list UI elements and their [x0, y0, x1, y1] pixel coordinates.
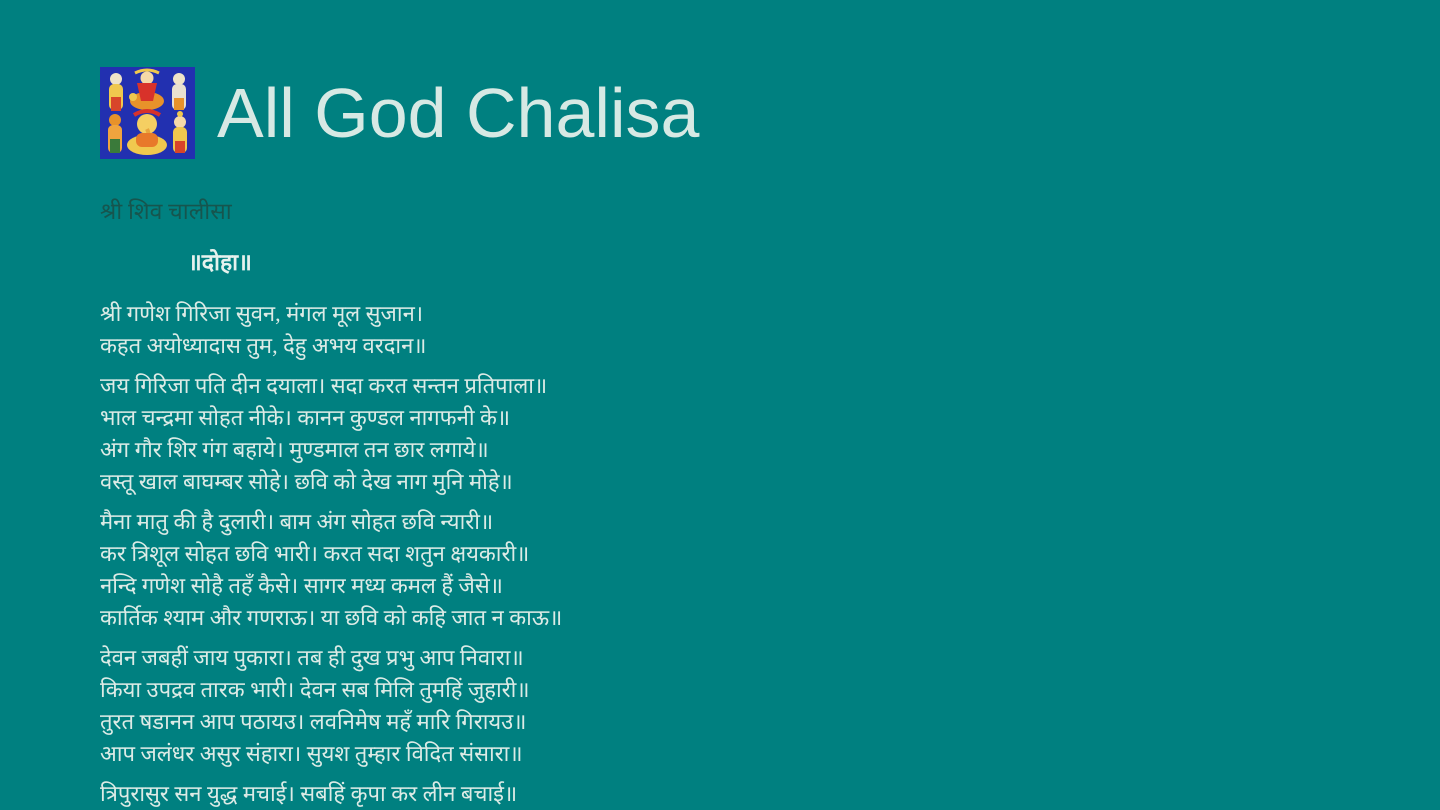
verse-line: तुरत षडानन आप पठायउ। लवनिमेष महँ मारि गिरायउ॥: [100, 709, 527, 734]
app-title: All God Chalisa: [217, 74, 700, 152]
chalisa-scroll-region[interactable]: [100, 198, 860, 806]
verse-line: कार्तिक श्याम और गणराऊ। या छवि को कहि जात न काऊ॥: [100, 605, 563, 630]
verse-line: मैना मातु की है दुलारी। बाम अंग सोहत छवि न्यारी॥: [100, 509, 494, 534]
verse-stanza-2: [100, 506, 860, 634]
verse-line: भाल चन्द्रमा सोहत नीके। कानन कुण्डल नागफनी के॥: [100, 405, 511, 430]
verse-line: कहत अयोध्यादास तुम, देहु अभय वरदान॥: [100, 333, 427, 358]
verse-line: आप जलंधर असुर संहारा। सुयश तुम्हार विदित संसारा॥: [100, 741, 523, 766]
verse-line: श्री गणेश गिरिजा सुवन, मंगल मूल सुजान।: [100, 301, 424, 326]
verse-stanza-3: [100, 642, 860, 770]
verse-line: कर त्रिशूल सोहत छवि भारी। करत सदा शतुन क्षयकारी॥: [100, 541, 530, 566]
verse-line: वस्तू खाल बाघम्बर सोहे। छवि को देख नाग मुनि मोहे॥: [100, 469, 513, 494]
hindu-deities-collage-icon: [100, 67, 195, 159]
verse-line: अंग गौर शिर गंग बहाये। मुण्डमाल तन छार लगाये॥: [100, 437, 489, 462]
app-header: [100, 67, 699, 159]
doha-stanza: [100, 298, 860, 362]
doha-label: ॥दोहा॥: [188, 250, 252, 275]
verse-line: जय गिरिजा पति दीन दयाला। सदा करत सन्तन प्रतिपाला॥: [100, 373, 548, 398]
verse-line: देवन जबहीं जाय पुकारा। तब ही दुख प्रभु आप निवारा॥: [100, 645, 524, 670]
verse-stanza-1: [100, 370, 860, 498]
verse-line: किया उपद्रव तारक भारी। देवन सब मिलि तुमहिं जुहारी॥: [100, 677, 530, 702]
chalisa-heading: श्री शिव चालीसा: [100, 199, 232, 224]
verse-line: नन्दि गणेश सोहै तहँ कैसे। सागर मध्य कमल हैं जैसे॥: [100, 573, 503, 598]
verse-line: त्रिपुरासुर सन युद्ध मचाई। सबहिं कृपा कर लीन बचाई॥: [100, 781, 518, 806]
verse-stanza-4-clipped: [100, 778, 860, 810]
